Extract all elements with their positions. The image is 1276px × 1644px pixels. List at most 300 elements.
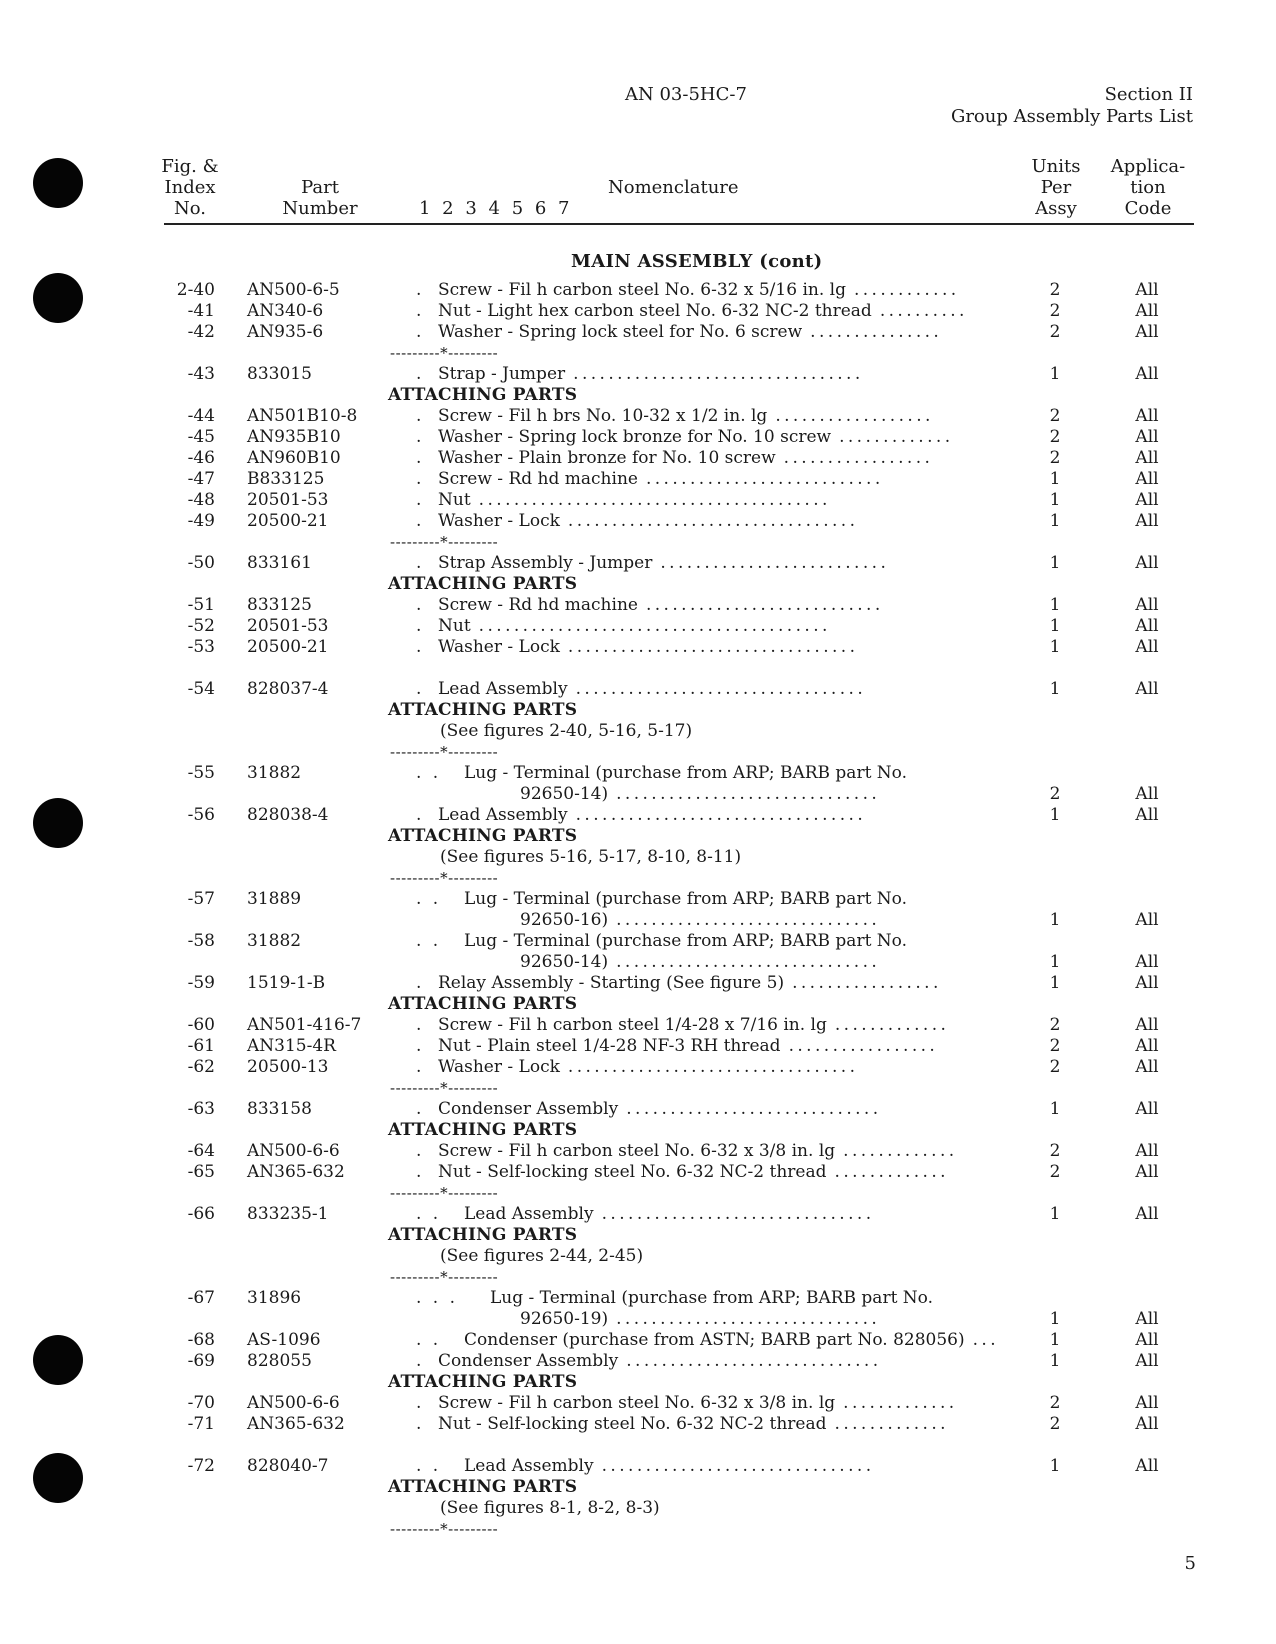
units-per-assembly: 2 [1049,1036,1061,1056]
units-per-assembly: 1 [1049,1330,1061,1350]
header-rule [164,223,1194,225]
units-per-assembly: 1 [1049,1099,1061,1119]
part-number: 833015 [247,364,312,384]
table-row [0,1414,1276,1435]
part-number: 20500-13 [247,1057,329,1077]
nomenclature: Condenser Assembly [438,1099,619,1119]
part-number: AN340-6 [247,301,324,321]
table-row [0,1519,1276,1540]
col-header-nomenclature: Nomenclature [608,177,739,198]
units-per-assembly: 1 [1049,553,1061,573]
units-per-assembly: 2 [1049,1057,1061,1077]
fig-index-number: -60 [187,1015,215,1035]
application-code: All [1135,280,1159,300]
leader-dots: ........................... [645,595,884,615]
part-number: 20501-53 [247,490,329,510]
units-per-assembly: 2 [1049,1393,1061,1413]
table-row [0,742,1276,763]
nomenclature: Nut - Self-locking steel No. 6-32 NC-2 thread [438,1414,827,1434]
leader-dots: ................................. [567,637,859,657]
leader-dots: ............. [843,1393,958,1413]
separator: ---------*--------- [390,1079,499,1097]
application-code: All [1135,1057,1159,1077]
part-number: AN365-632 [247,1162,345,1182]
attaching-parts-heading: ATTACHING PARTS [388,1120,578,1140]
fig-index-number: 2-40 [176,280,215,300]
part-number: 31882 [247,931,302,951]
units-per-assembly: 1 [1049,973,1061,993]
leader-dots: ............. [839,427,954,447]
attaching-parts-heading: ATTACHING PARTS [388,1372,578,1392]
nomenclature: 92650-14) [520,784,609,804]
application-code: All [1135,490,1159,510]
table-row [0,511,1276,532]
units-per-assembly: 1 [1049,679,1061,699]
indent-dots: . [416,637,425,657]
units-per-assembly: 1 [1049,1204,1061,1224]
application-code: All [1135,1099,1159,1119]
fig-index-number: -43 [187,364,215,384]
units-per-assembly: 1 [1049,595,1061,615]
figure-reference-note: (See figures 2-40, 5-16, 5-17) [440,721,693,741]
table-row [0,427,1276,448]
fig-index-number: -52 [187,616,215,636]
leader-dots: .............................. [616,784,881,804]
table-row [0,1120,1276,1141]
separator: ---------*--------- [390,869,499,887]
leader-dots: .......................... [660,553,890,573]
part-number: 20500-21 [247,637,329,657]
table-row [0,805,1276,826]
part-number: 828038-4 [247,805,329,825]
table-row [0,847,1276,868]
units-per-assembly: 2 [1049,1162,1061,1182]
table-row [0,1498,1276,1519]
part-number: 1519-1-B [247,973,326,993]
fig-index-number: -46 [187,448,215,468]
units-per-assembly: 1 [1049,511,1061,531]
leader-dots: ................................. [575,679,867,699]
indent-dots: . [416,511,425,531]
application-code: All [1135,910,1159,930]
nomenclature: Lead Assembly [438,805,568,825]
units-per-assembly: 1 [1049,1456,1061,1476]
table-row [0,1393,1276,1414]
application-code: All [1135,679,1159,699]
separator: ---------*--------- [390,1268,499,1286]
col-header-application-code: Applica- tion Code [1110,156,1186,219]
application-code: All [1135,973,1159,993]
indent-dots: . [416,280,425,300]
table-row [0,322,1276,343]
attaching-parts-heading: ATTACHING PARTS [388,1477,578,1497]
leader-dots: ............. [834,1015,950,1035]
indent-dots: . [416,322,425,342]
part-number: AN501-416-7 [247,1015,362,1035]
leader-dots: ............. [834,1162,949,1182]
fig-index-number: -70 [187,1393,215,1413]
table-row [0,1225,1276,1246]
table-row [0,343,1276,364]
attaching-parts-heading: ATTACHING PARTS [388,826,578,846]
table-row [0,364,1276,385]
indent-dots: . [416,616,425,636]
indent-dots: . [416,364,425,384]
fig-index-number: -66 [187,1204,215,1224]
nomenclature: Washer - Lock [438,637,560,657]
fig-index-number: -71 [187,1414,215,1434]
application-code: All [1135,1309,1159,1329]
nomenclature: Screw - Fil h carbon steel No. 6-32 x 3/8 in. lg [438,1141,836,1161]
table-row [0,1162,1276,1183]
units-per-assembly: 2 [1049,1414,1061,1434]
leader-dots: ................. [792,973,942,993]
nomenclature: Lug - Terminal (purchase from ARP; BARB part No. [464,889,908,909]
nomenclature: Screw - Rd hd machine [438,469,638,489]
indent-dots: . [416,1036,425,1056]
nomenclature: Lug - Terminal (purchase from ARP; BARB part No. [464,763,908,783]
part-number: AS-1096 [247,1330,321,1350]
table-row [0,826,1276,847]
units-per-assembly: 1 [1049,1351,1061,1371]
col-header-levels: 1 2 3 4 5 6 7 [419,198,570,219]
fig-index-number: -49 [187,511,215,531]
part-number: AN500-6-6 [247,1393,340,1413]
part-number: 833161 [247,553,312,573]
table-row [0,931,1276,952]
leader-dots: .................. [775,406,934,426]
indent-dots: . [416,553,425,573]
application-code: All [1135,511,1159,531]
part-number: 828055 [247,1351,312,1371]
table-row [0,490,1276,511]
application-code: All [1135,1204,1159,1224]
indent-dots: . . [416,763,442,783]
attaching-parts-heading: ATTACHING PARTS [388,994,578,1014]
indent-dots: . [416,406,425,426]
nomenclature: Washer - Spring lock bronze for No. 10 screw [438,427,832,447]
leader-dots: ............................. [626,1351,882,1371]
leader-dots: ................................. [567,511,859,531]
leader-dots: ............................. [626,1099,882,1119]
leader-dots: .......... [879,301,968,321]
table-row [0,1351,1276,1372]
indent-dots: . [416,679,425,699]
part-number: AN315-4R [247,1036,336,1056]
fig-index-number: -68 [187,1330,215,1350]
nomenclature: Screw - Fil h carbon steel No. 6-32 x 5/16 in. lg [438,280,846,300]
col-header-units-per-assy: Units Per Assy [1031,156,1081,219]
table-row [0,1309,1276,1330]
fig-index-number: -62 [187,1057,215,1077]
section-label: Section II [1104,84,1193,105]
table-row [0,595,1276,616]
separator: ---------*--------- [390,743,499,761]
fig-index-number: -72 [187,1456,215,1476]
indent-dots: . . [416,931,442,951]
leader-dots: ............... [810,322,943,342]
leader-dots: ................................. [567,1057,859,1077]
nomenclature: Screw - Fil h carbon steel No. 6-32 x 3/8 in. lg [438,1393,836,1413]
leader-dots: ............................... [601,1456,875,1476]
indent-dots: . [416,1351,425,1371]
table-row [0,469,1276,490]
table-row [0,637,1276,658]
nomenclature: Nut [438,490,471,510]
table-row [0,574,1276,595]
table-row [0,1267,1276,1288]
fig-index-number: -51 [187,595,215,615]
table-row [0,1288,1276,1309]
nomenclature: Nut - Light hex carbon steel No. 6-32 NC-2 thread [438,301,872,321]
fig-index-number: -64 [187,1141,215,1161]
units-per-assembly: 2 [1049,301,1061,321]
part-number: AN935-6 [247,322,324,342]
units-per-assembly: 1 [1049,910,1061,930]
application-code: All [1135,469,1159,489]
table-row [0,910,1276,931]
nomenclature: Washer - Lock [438,1057,560,1077]
nomenclature: 92650-14) [520,952,609,972]
fig-index-number: -54 [187,679,215,699]
table-row [0,973,1276,994]
leader-dots: ............. [843,1141,958,1161]
part-number: 833158 [247,1099,312,1119]
nomenclature: Washer - Lock [438,511,560,531]
part-number: AN935B10 [247,427,341,447]
fig-index-number: -56 [187,805,215,825]
leader-dots: ................................. [573,364,864,384]
attaching-parts-heading: ATTACHING PARTS [388,700,578,720]
figure-reference-note: (See figures 2-44, 2-45) [440,1246,644,1266]
fig-index-number: -50 [187,553,215,573]
indent-dots: . . [416,889,442,909]
part-number: AN500-6-5 [247,280,340,300]
section-heading [951,84,1193,128]
units-per-assembly: 1 [1049,1309,1061,1329]
col-header-part-number: Part Number [282,177,358,219]
indent-dots: . [416,1141,425,1161]
fig-index-number: -57 [187,889,215,909]
nomenclature: Relay Assembly - Starting (See figure 5) [438,973,785,993]
part-number: AN960B10 [247,448,341,468]
fig-index-number: -42 [187,322,215,342]
table-row [0,406,1276,427]
fig-index-number: -61 [187,1036,215,1056]
indent-dots: . . [416,1204,442,1224]
leader-dots: .............................. [616,1309,881,1329]
fig-index-number: -48 [187,490,215,510]
indent-dots: . [416,490,425,510]
part-number: 828040-7 [247,1456,329,1476]
fig-index-number: -69 [187,1351,215,1371]
part-number: 20500-21 [247,511,329,531]
units-per-assembly: 2 [1049,406,1061,426]
units-per-assembly: 2 [1049,1141,1061,1161]
fig-index-number: -53 [187,637,215,657]
leader-dots: .............................. [616,952,881,972]
attaching-parts-heading: ATTACHING PARTS [388,1225,578,1245]
leader-dots: ................................. [575,805,867,825]
page-number: 5 [1184,1553,1196,1574]
table-row [0,280,1276,301]
table-row [0,889,1276,910]
attaching-parts-heading: ATTACHING PARTS [388,385,578,405]
units-per-assembly: 1 [1049,952,1061,972]
indent-dots: . [416,1393,425,1413]
nomenclature: Nut - Self-locking steel No. 6-32 NC-2 thread [438,1162,827,1182]
nomenclature: Condenser Assembly [438,1351,619,1371]
leader-dots: ........................................ [478,490,831,510]
table-row [0,1036,1276,1057]
units-per-assembly: 2 [1049,1015,1061,1035]
section-title: Group Assembly Parts List [950,106,1193,127]
table-row [0,1372,1276,1393]
table-row [0,448,1276,469]
indent-dots: . [416,427,425,447]
leader-dots: .............................. [616,910,881,930]
application-code: All [1135,1162,1159,1182]
indent-dots: . [416,1099,425,1119]
part-number: AN365-632 [247,1414,345,1434]
table-row [0,1456,1276,1477]
indent-dots: . [416,973,425,993]
attaching-parts-heading: ATTACHING PARTS [388,574,578,594]
binder-hole-1 [33,158,83,208]
leader-dots: ............ [853,280,960,300]
application-code: All [1135,1414,1159,1434]
nomenclature: Strap Assembly - Jumper [438,553,653,573]
figure-reference-note: (See figures 5-16, 5-17, 8-10, 8-11) [440,847,742,867]
fig-index-number: -63 [187,1099,215,1119]
indent-dots: . [416,301,425,321]
fig-index-number: -59 [187,973,215,993]
leader-dots: ............. [834,1414,949,1434]
nomenclature: Lead Assembly [438,679,568,699]
part-number: 828037-4 [247,679,329,699]
nomenclature: 92650-16) [520,910,609,930]
fig-index-number: -44 [187,406,215,426]
application-code: All [1135,553,1159,573]
fig-index-number: -55 [187,763,215,783]
indent-dots: . [416,595,425,615]
fig-index-number: -41 [187,301,215,321]
application-code: All [1135,322,1159,342]
table-row [0,994,1276,1015]
separator: ---------*--------- [390,533,499,551]
part-number: 31889 [247,889,302,909]
units-per-assembly: 1 [1049,637,1061,657]
units-per-assembly: 2 [1049,784,1061,804]
application-code: All [1135,616,1159,636]
document-number: AN 03-5HC-7 [625,84,747,105]
nomenclature: Washer - Spring lock steel for No. 6 screw [438,322,803,342]
part-number: 833235-1 [247,1204,329,1224]
table-row [0,721,1276,742]
indent-dots: . [416,1162,425,1182]
table-row [0,1477,1276,1498]
application-code: All [1135,1456,1159,1476]
fig-index-number: -65 [187,1162,215,1182]
nomenclature: Nut - Plain steel 1/4-28 NF-3 RH thread [438,1036,781,1056]
nomenclature: Lead Assembly [464,1456,594,1476]
leader-dots: ... [972,1330,1000,1350]
leader-dots: ................. [788,1036,939,1056]
units-per-assembly: 1 [1049,616,1061,636]
part-number: 20501-53 [247,616,329,636]
table-row [0,1057,1276,1078]
main-assembly-title: MAIN ASSEMBLY (cont) [571,251,823,272]
nomenclature: Screw - Fil h carbon steel 1/4-28 x 7/16 in. lg [438,1015,827,1035]
separator: ---------*--------- [390,1184,499,1202]
table-row [0,1015,1276,1036]
units-per-assembly: 1 [1049,490,1061,510]
part-number: AN501B10-8 [247,406,358,426]
nomenclature: Nut [438,616,471,636]
application-code: All [1135,1351,1159,1371]
units-per-assembly: 1 [1049,469,1061,489]
indent-dots: . [416,448,425,468]
table-row [0,784,1276,805]
table-row [0,868,1276,889]
nomenclature: Screw - Rd hd machine [438,595,638,615]
units-per-assembly: 1 [1049,805,1061,825]
col-header-fig-index: Fig. & Index No. [161,156,219,219]
table-row [0,553,1276,574]
application-code: All [1135,805,1159,825]
separator: ---------*--------- [390,344,499,362]
application-code: All [1135,1141,1159,1161]
part-number: 31882 [247,763,302,783]
nomenclature: Screw - Fil h brs No. 10-32 x 1/2 in. lg [438,406,768,426]
table-row [0,1204,1276,1225]
application-code: All [1135,1393,1159,1413]
table-row [0,1330,1276,1351]
units-per-assembly: 1 [1049,364,1061,384]
indent-dots: . [416,805,425,825]
table-row [0,1183,1276,1204]
units-per-assembly: 2 [1049,448,1061,468]
table-row [0,616,1276,637]
figure-reference-note: (See figures 8-1, 8-2, 8-3) [440,1498,660,1518]
units-per-assembly: 2 [1049,322,1061,342]
table-row [0,952,1276,973]
table-row [0,1078,1276,1099]
application-code: All [1135,364,1159,384]
application-code: All [1135,406,1159,426]
application-code: All [1135,427,1159,447]
application-code: All [1135,1036,1159,1056]
table-row [0,385,1276,406]
fig-index-number: -67 [187,1288,215,1308]
nomenclature: 92650-19) [520,1309,609,1329]
leader-dots: ............................... [601,1204,875,1224]
leader-dots: ................. [783,448,934,468]
separator: ---------*--------- [390,1520,499,1538]
application-code: All [1135,301,1159,321]
indent-dots: . . . [416,1288,459,1308]
table-row [0,700,1276,721]
application-code: All [1135,448,1159,468]
units-per-assembly: 2 [1049,280,1061,300]
indent-dots: . [416,1015,425,1035]
fig-index-number: -47 [187,469,215,489]
application-code: All [1135,637,1159,657]
table-row [0,1099,1276,1120]
leader-dots: ........................................ [478,616,831,636]
application-code: All [1135,784,1159,804]
table-row [0,679,1276,700]
